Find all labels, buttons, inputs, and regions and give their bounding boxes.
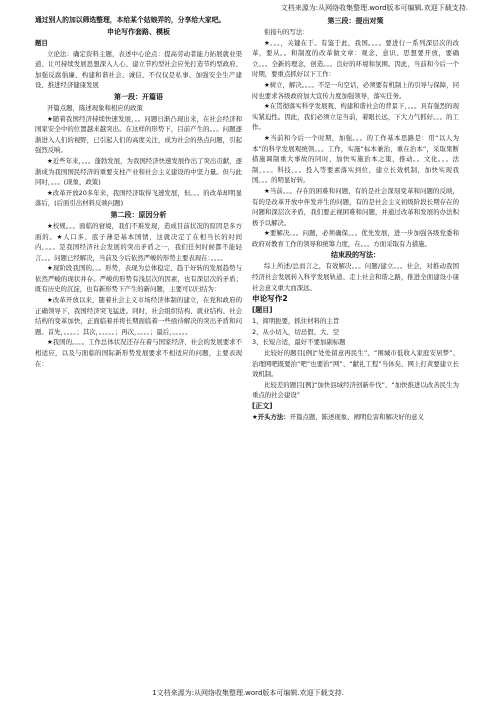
part-2-rule-1: 1、简明扼要，抓住材料的主旨	[252, 317, 340, 326]
part-2-rule-3: 3、长短合适，最好不要加副标题	[252, 338, 346, 347]
doc-title: 申论写作套路、模板	[107, 28, 170, 36]
section-3-title: 第三段：提出对策	[327, 17, 384, 25]
section-3-intro: 衔接句的写法：	[264, 28, 309, 36]
section-2-para-1: ★校规。。。面临的窘境，我们不难发现，造成目前状况的原因是多方面的。★人口多、底子薄是基本国情，这就决定了在相当长的时间内，。。。是我国经济社会发展的突出矛盾之一，我们任何时候都不能轻言。。。问题已经解决，当前及今后依然严峻的形势主要表现在：。。。。	[35, 221, 242, 262]
document-body	[35, 15, 460, 683]
section-1-para-3: ★改革开放20多年来，我国经济取得飞速发展，但。。。的改革却明显落后，(后面引出材料反映问题)	[35, 188, 242, 208]
section-3-para-6: ★要解决。。。问题，必须确保。。。优先发展，进一步加强各级党委和政府对教育工作的领导和统筹力度，在。。。方面采取有力措施。	[252, 229, 459, 248]
section-2-para-2: ★现阶段我国的。。。形势，表现为总体稳定、趋于好转的发展趋势与依然严峻的现状并存。严峻的形势有浅层次的因素，也有深层次的矛盾；既有历史的沉淀，也有新形势下产生的新问题，主要可以归结为：	[35, 264, 242, 294]
section-1-intro: 开篇点题，陈述现象和相应的政策	[47, 103, 143, 112]
section-3-para-3: ★在贯彻落实科学发展观、构建和谐社会的背景下，。。。具有强烈的现实紧迫性。因此，我们必须立足当前，着眼长远，下大力气抓好。。。的工作。	[252, 102, 459, 132]
section-2-title: 第二段：原因分析	[110, 210, 167, 219]
part-2-opening	[252, 412, 459, 423]
left-column	[35, 15, 242, 683]
section-3-para-5: ★当前。。。存在的困难和问题，有的是社会深刻变革和问题的反映，有的是改革开放中伴发并生的问题，有的是社会主义初级阶段长期存在的问题和深层次矛盾，我们要正视困难和问题，并通过改革和发展的办法积极予以解决。	[252, 186, 459, 227]
topic-label: 题目	[35, 39, 48, 47]
section-3-para-4: ★当前和今后一个时期，加强。。。的工作基本思路是：用“以人为本”的科学发展观统领。。。工作，实施“标本兼治，重在治本”，采取果断措施调制重大事故的同时，加快实施治本之策，推动。。文化。。。法制，。。。科技，。。投入等要素落实到位，建立长效机制，加快实现我国。。。的明显好转。	[252, 133, 459, 185]
part-2-opening-label: ★开头方法：	[252, 413, 290, 421]
part-2-rule-2: 2、从小切入，切忌假、大、空	[252, 327, 340, 336]
part-2-bad-examples: 比较差的题目[例]“加快县域经济创新步伐”、“加快推进以改善民生为重点的社会建设”	[252, 380, 459, 400]
part-2-body-label: [正文]	[252, 402, 273, 410]
section-1-para-1: ★随着我国经济持续快速发展，。。问题日渐凸现出来，在社会经济和国家安全中的位置越来越突出。在这样的形势下，目前产生的。。。问题逐渐进入人们的视野，已引起人们的高度关注，成为社会的热点问题，引起强烈反响。	[35, 114, 242, 155]
section-1-para-2: ★近些年来，。。。蓬勃发展，为我国经济快速发展作出了突出贡献，逐渐成为我国国民经济的重要支柱产业和社会主义建设的中坚力量。但与此同时，。。。(现象，政策)	[35, 156, 242, 187]
section-4-para-1: 综上所述/总而言之，有效解决。。。问题/建立。。。社会，对推动我国经济社会发展转入科学发展轨道、走上社会和谐之路，推进全面建设小康社会意义重大而深远。	[252, 262, 459, 292]
page-header: 文档来源为:从网络收集整理.word版本可编辑.欢迎下载支持.	[280, 4, 468, 12]
page-footer: 1文档来源为:从网络收集整理.word版本可编辑.欢迎下载支持.	[152, 689, 344, 697]
section-2-para-3: ★改革开放以来，随着社会主义市场经济体制的建立，在党和政府的正确领导下，我国经济突飞猛进。同时，社会组织结构、就业结构、社会结构的变革加快，正面临着并将长期面临着一些亟待解决的突出矛盾和问题。首先，。。。。；其次，。。。。。；再次，。。。。；最后，。。。。。	[35, 296, 242, 336]
section-2-para-4: ★我国的。。。。工作总体状况还存在着与国家经济、社会的发展要求不相适应，以及与面临的国际新形势发展要求不相适应的问题，主要表现在：	[35, 338, 242, 368]
part-2-good-examples: 比较好的题目[例]“处处留意再民生”、“围城市低收入家庭安居梦”、治理网吧既要治“吧”也要治“网”、“献礼工程”当休矣、网上打黄要建立长效机制。	[252, 349, 459, 379]
section-3-para-1: ★。。。，关键在于。有鉴于此，我国。。。。要进行一系列深层次的改革，要从。。和制度的改革做文章：观念、意识、思想要开放，要确立。。。全新的理念，创造。。。良好的环境和氛围。因此，当前和今后一个时期，要重点抓好以下工作：	[252, 38, 459, 79]
section-4-title: 结束段的写法：	[331, 251, 380, 260]
section-3-para-2: ★树立，解决。。。。不是一句空话，必须要有机制上的引导与保障，同时也要求各级政府加大宣传力度加强领导，落实任务。	[252, 80, 459, 100]
intro-note: 通过别人的加以筛选整理，本给某个姑娘弄的，分享给大家吧。	[35, 16, 226, 24]
part-2-topic-label: [题目]	[252, 306, 273, 315]
lizhi-paragraph: 立论法：确定资料主题，表述中心论点：提高劳动者能力拓展就业渠道、让可持续发展思想深入人心、建立节约型社会应先打造节约型政府、加强反腐倡廉、构建和谐社会、诚信，不仅仅是私事、加强安全生产建设、推进经济健康发展	[35, 49, 242, 90]
section-1-title: 第一段：开篇语	[114, 92, 163, 101]
part-2-opening-text: 开篇点题，陈述现象、阐明危害和解决好的意义	[289, 413, 424, 421]
part-2-title: 申论写作2	[252, 294, 288, 304]
right-column	[252, 15, 459, 683]
